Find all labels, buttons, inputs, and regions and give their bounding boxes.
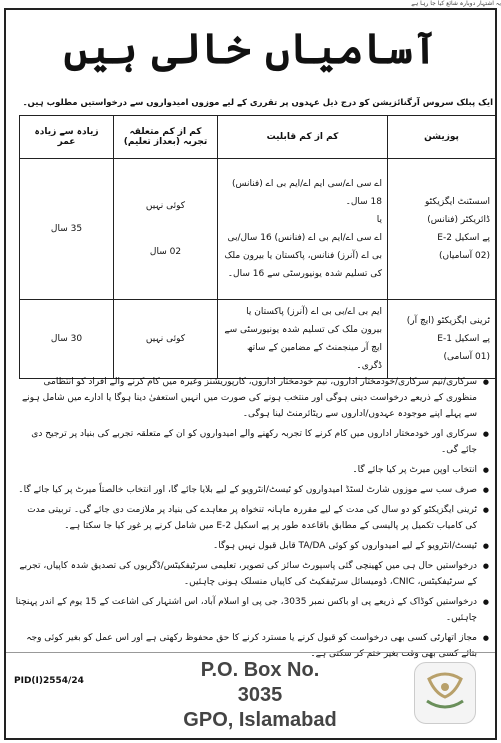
header-age: زیادہ سے زیادہ عمر: [20, 116, 114, 159]
address-line: GPO, Islamabad: [183, 709, 337, 731]
footer-divider: [6, 652, 495, 653]
pid-number: PID(I)2554/24: [14, 676, 84, 686]
ad-intro: ایک پبلک سروس آرگنائزیشن کو درج ذیل عہدوں پر تقرری کے لیے موزوں امیدواروں سے درخواستیں مطلوب ہیں۔: [22, 98, 493, 108]
header-position: پوزیشن: [388, 116, 496, 159]
table-row: [20, 300, 496, 379]
position-cell: [388, 300, 496, 379]
list-item: ● درخواستیں حال ہی میں کھینچی گئی پاسپورٹ سائز کی تصویر، تعلیمی سرٹیفکیٹس/ڈگریوں کی تصدیق شدہ کاپیاں، تجربے کے سرٹیفکیٹس، CNIC، ڈومیسائل سرٹیفکیٹ کی کاپیاں منسلک ہونی چاہئیں۔: [14, 558, 489, 590]
list-item: ● درخواستیں کوڈاک کے ذریعے پی او باکس نمبر 3035، جی پی او اسلام آباد، اس اشتہار کی اشاعت کے 15 یوم کے اندر پہنچنا چاہئیں۔: [14, 594, 489, 626]
list-item: ● صرف سب سے موزوں شارٹ لسٹڈ امیدواروں کو ٹیسٹ/انٹرویو کے لیے بلایا جائے گا، اور انتخاب خالصتاً میرٹ پر کیا جائے گا۔: [14, 482, 489, 498]
position-scale: پے اسکیل E-1: [437, 334, 490, 344]
top-strip-text: یہ اشتہار دوبارہ شائع کیا جا رہا ہے: [411, 0, 501, 7]
experience-cell: کوئی نہیں: [114, 300, 218, 379]
age-cell: 30 سال: [20, 300, 114, 379]
position-title: ٹرینی ایگزیکٹو (ایچ آر): [406, 316, 490, 326]
header-qualification: کم از کم قابلیت: [218, 116, 388, 159]
age-cell: 35 سال: [20, 159, 114, 300]
campaign-logo-icon: [414, 662, 476, 724]
position-count: (02 آسامیاں): [438, 251, 490, 261]
position-cell: [388, 159, 496, 300]
postal-address: [180, 658, 340, 733]
experience-value: کوئی نہیں: [145, 201, 186, 211]
position-title: ڈائریکٹر (فنانس): [427, 215, 490, 225]
position-title: اسسٹنٹ ایگزیکٹو: [425, 197, 490, 207]
table-header-row: [20, 116, 496, 159]
positions-table: [19, 115, 496, 379]
list-item: ● ٹیسٹ/انٹرویو کے لیے امیدواروں کو کوئی TA/DA قابل قبول نہیں ہوگا۔: [14, 538, 489, 554]
list-item: ● سرکاری اور خودمختار اداروں میں کام کرنے کا تجربہ رکھنے والے امیدواروں کو ان کے متعلقہ تجربے کی بنیاد پر ترجیح دی جائے گی۔: [14, 426, 489, 458]
list-item: ● انتخاب اوپن میرٹ پر کیا جائے گا۔: [14, 462, 489, 478]
list-item: ● ٹرینی ایگزیکٹو کو دو سال کی مدت کے لیے مقررہ ماہانہ تنخواہ پر معاہدے کی بنیاد پر ملازمت دی جائے گی۔ تربیتی مدت کی کامیاب تکمیل پر پالیسی کے مطابق باقاعدہ طور پر پے اسکیل E-2 میں شامل کرنے پر غور کیا جا سکتا ہے۔: [14, 502, 489, 534]
header-experience: کم از کم متعلقہ تجربہ (بعداز تعلیم): [114, 116, 218, 159]
experience-cell: [114, 159, 218, 300]
ad-title: آسامیاں خالی ہیں: [63, 23, 438, 73]
list-item: ● سرکاری/نیم سرکاری/خودمختار اداروں، نیم خودمختار اداروں، کارپوریشنز وغیرہ میں کام کرنے والے افراد کو انتظامی منظوری کے ذریعے درخواست دینی ہوگی اور منتخب ہونے کی صورت میں انہیں استعفیٰ دینا ہوگا یا ادارے میں شامل ہونے سے پہلے اپنے موجودہ عہدوں/اداروں سے ریٹائرمنٹ لینا ہوگی۔: [14, 374, 489, 422]
qualification-cell: ایم بی اے/بی بی اے (آنرز) پاکستان یا بیرون ملک کی تسلیم شدہ یونیورسٹی سے ایچ آر مینجمنٹ کے مضامین کے ساتھ ڈگری۔: [218, 300, 388, 379]
position-scale: پے اسکیل E-2: [437, 233, 490, 243]
qualification-cell: [218, 159, 388, 300]
position-count: (01 آسامی): [443, 352, 490, 362]
qualification-option: اے سی اے/ایم بی اے (فنانس) 16 سال/بی بی اے (آنرز) فنانس، پاکستان یا بیرون ملک کی تسلیم شدہ یونیورسٹی سے 16 سال۔: [224, 233, 382, 279]
address-line: P.O. Box No. 3035: [200, 659, 320, 706]
terms-list: [14, 374, 489, 659]
experience-value: 02 سال: [149, 247, 182, 257]
list-item: ● مجاز اتھارٹی کسی بھی درخواست کو قبول کرنے یا مسترد کرنے کا حق محفوظ رکھتی ہے اور اس عمل کو بغیر کوئی وجہ بتائے کسی بھی وقت بغیر ختم کر سکتی ہے۔: [14, 630, 489, 662]
qualification-or: یا: [376, 215, 382, 225]
qualification-option: اے سی اے/سی ایم اے/ایم بی اے (فنانس) 18 سال۔: [231, 179, 382, 207]
table-row: [20, 159, 496, 300]
